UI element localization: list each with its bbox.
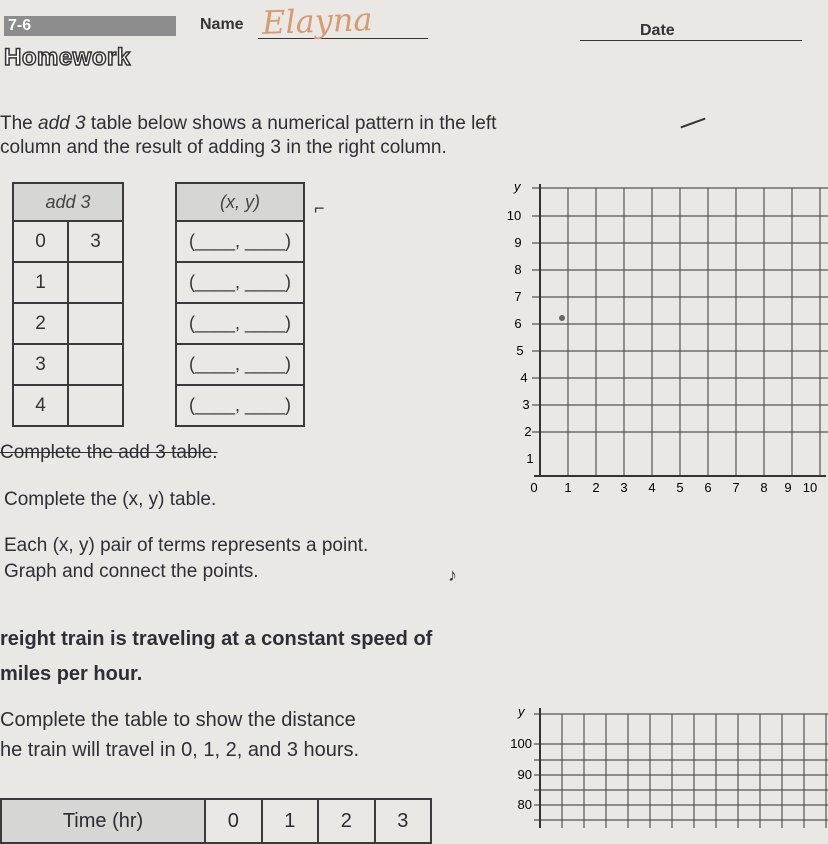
intro-paragraph [0,112,496,160]
y-axis-label: y [518,704,525,719]
check-mark [680,118,705,129]
table-row: (____, ____) [176,385,304,426]
tick-label: 6 [704,480,712,495]
tick-label: 8 [760,480,768,495]
tick-label: 2 [592,480,600,495]
xy-table [175,182,305,427]
task-2: Complete the (x, y) table. [4,489,217,510]
date-line [580,40,802,41]
tick-label: 4 [520,370,528,385]
tick-label: 100 [510,736,532,751]
tick-label: 6 [514,316,522,331]
tick-label: 3 [522,397,530,412]
table-row: 0 3 [13,221,123,262]
train-problem: reight train is traveling at a constant speed of miles per hour. [0,628,433,685]
table-row: 4 [13,385,123,426]
intro-line-1: The add 3 table below shows a numerical pattern in the left [0,113,497,134]
table-row: 1 [13,262,123,303]
tick-label: 9 [514,235,522,250]
add-3-table-header: add 3 [13,183,123,221]
tick-label: 10 [802,480,818,495]
distance-instructions: Complete the table to show the distance he train will travel in 0, 1, 2, and 3 hours. [0,709,360,761]
time-table [0,798,432,844]
tick-label: 8 [514,262,522,277]
tick-label: 5 [676,480,684,495]
tick-label: 1 [526,451,534,466]
tick-label: 0 [530,480,538,495]
time-table-header: Time (hr) [1,799,205,843]
tick-label: 80 [517,797,532,812]
tick-label: 9 [784,480,792,495]
pencil-mark: ⌐ [314,198,325,218]
tick-label: 5 [516,343,524,358]
table-row: (____, ____) [176,262,304,303]
table-row: 3 [13,344,123,385]
coordinate-grid[interactable] [490,176,828,496]
xy-table-header: (x, y) [176,183,304,221]
table-row: (____, ____) [176,344,304,385]
tick-label: 7 [514,289,522,304]
tick-label: 10 [506,208,522,223]
tick-label: 4 [648,480,656,495]
name-label: Name [200,16,244,33]
tick-label: 3 [620,480,628,495]
y-axis-label: y [514,179,521,194]
tick-label: 1 [564,480,572,495]
name-field[interactable]: Elayna [261,0,374,42]
distance-grid[interactable] [490,700,828,828]
table-row: (____, ____) [176,221,304,262]
tick-label: 7 [732,480,740,495]
intro-line-2: column and the result of adding 3 in the right column. [0,137,447,158]
task-1: Complete the add 3 table. [0,442,218,463]
table-row: Time (hr) 0 1 2 3 [1,799,431,843]
page-heading: Homework [4,44,131,71]
task-3: Each (x, y) pair of terms represents a point. Graph and connect the points. [4,535,369,582]
lesson-number: 7-6 [4,16,176,36]
table-row: (____, ____) [176,303,304,344]
pencil-mark: ♪ [448,565,457,585]
add-3-table [12,182,124,427]
tick-label: 2 [524,424,532,439]
table-row: 2 [13,303,123,344]
plotted-point [559,315,565,321]
date-label: Date [640,22,675,39]
tick-label: 90 [517,767,532,782]
